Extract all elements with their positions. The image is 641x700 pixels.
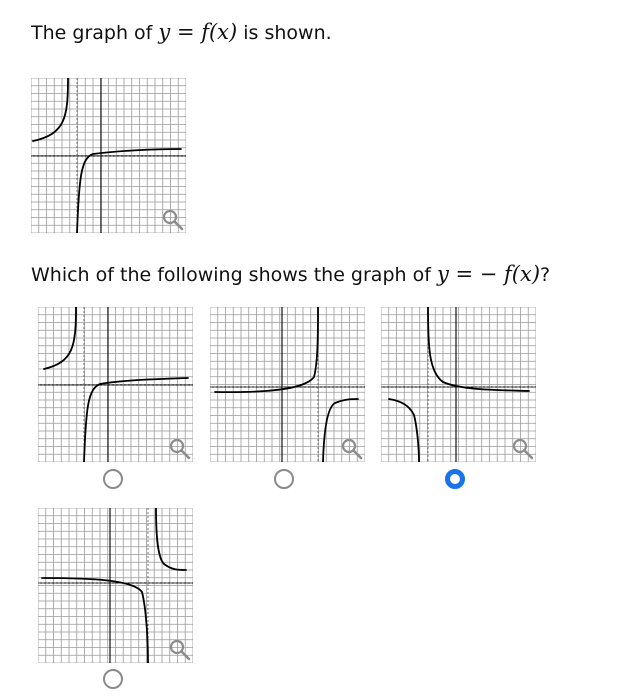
curve-left-branch [42, 578, 148, 663]
intro-suffix: is shown. [243, 22, 332, 44]
curve-left-branch [215, 307, 318, 392]
curve-right-branch [323, 399, 358, 462]
option-a-graph [38, 307, 193, 462]
option-d-radio[interactable] [103, 669, 123, 689]
option-c-graph [381, 307, 536, 462]
ask-equation: y = − f(x) [436, 262, 541, 286]
option-a-radio[interactable] [103, 469, 123, 489]
question-intro [31, 22, 332, 43]
magnifier-icon[interactable] [514, 440, 532, 458]
intro-prefix: The graph of [31, 22, 153, 44]
ask-suffix: ? [540, 264, 551, 286]
ask-prefix: Which of the following shows the graph of [31, 264, 431, 286]
magnifier-icon[interactable] [164, 211, 182, 229]
option-b-radio[interactable] [274, 469, 294, 489]
question-ask [31, 264, 550, 285]
option-c-radio[interactable] [445, 469, 465, 489]
magnifier-icon[interactable] [171, 641, 189, 659]
option-d-graph [38, 508, 193, 663]
intro-equation: y = f(x) [158, 20, 238, 44]
given-graph [31, 78, 186, 233]
magnifier-icon[interactable] [171, 440, 189, 458]
option-b-graph [210, 307, 365, 462]
magnifier-icon[interactable] [343, 440, 361, 458]
curve-left-branch [33, 78, 68, 141]
